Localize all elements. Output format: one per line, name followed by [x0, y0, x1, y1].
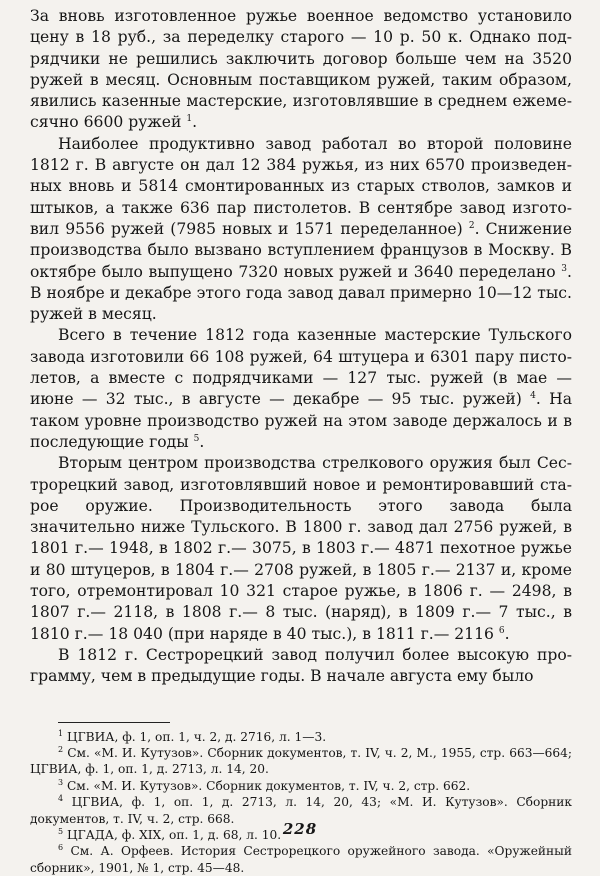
footnote: $^1$ ЦГВИА, ф. 1, оп. 1, ч. 2, д. 2716, л. 1—3. [30, 729, 572, 745]
footnotes [30, 729, 572, 876]
footnote-ref[interactable]: 4 [530, 391, 536, 401]
footnote-ref[interactable]: 2 [469, 221, 475, 231]
footnote: $^4$ ЦГВИА, ф. 1, оп. 1, д. 2713, л. 14, 20, 43; «М. И. Кутузов». Сборник документов, т. IV, ч. 2, стр. 668. [30, 794, 572, 827]
page-number: 228 [0, 820, 600, 838]
main-text [30, 6, 572, 688]
paragraph: Наиболее продуктивно завод работал во второй половине 1812 г. В августе он дал 12 384 ружья, из них 6570 произведенных вновь и 5814 смонтированных из старых стволов, замков и штыков, а также 636 пар пистолетов. В сентябре завод изготовил 9556 ружей (7985 новых и 1571 переделанное) $^2$. Снижение производства было вызвано вступлением французов в Москву. В октябре было выпущено 7320 новых ружей и 3640 переделано $^3$. В ноябре и декабре этого года завод давал примерно 10—12 тыс. ружей в месяц. [30, 134, 572, 326]
footnote-divider [58, 722, 170, 723]
footnote-ref[interactable]: 1 [186, 114, 192, 124]
paragraph: В 1812 г. Сестрорецкий завод получил более высокую программу, чем в предыдущие годы. В начале августа ему было [30, 645, 572, 688]
paragraph: Вторым центром производства стрелкового оружия был Сестрорецкий завод, изготовлявший новое и ремонтировавший старое оружие. Производительность этого завода была значительно ниже Тульского. В 1800 г. завод дал 2756 ружей, в 1801 г.— 1948, в 1802 г.— 3075, в 1803 г.— 4871 пехотное ружье и 80 штуцеров, в 1804 г.— 2708 ружей, в 1805 г.— 2137 и, кроме того, отремонтировал 10 321 старое ружье, в 1806 г. — 2498, в 1807 г.— 2118, в 1808 г.— 8 тыс. (наряд), в 1809 г.— 7 тыс., в 1810 г.— 18 040 (при наряде в 40 тыс.), в 1811 г.— 2116 $^6$. [30, 453, 572, 645]
paragraph: Всего в течение 1812 года казенные мастерские Тульского завода изготовили 66 108 ружей, 64 штуцера и 6301 пару пистолетов, а вместе с подрядчиками — 127 тыс. ружей (в мае — июне — 32 тыс., в августе — декабре — 95 тыс. ружей) $^4$. На таком уровне производство ружей на этом заводе держалось и в последующие годы $^5$. [30, 325, 572, 453]
footnote: $^2$ См. «М. И. Кутузов». Сборник документов, т. IV, ч. 2, М., 1955, стр. 663—664; ЦГВИА, ф. 1, оп. 1, д. 2713, л. 14, 20. [30, 745, 572, 778]
footnote-ref[interactable]: 5 [194, 434, 200, 444]
footnote-ref[interactable]: 3 [561, 264, 567, 274]
paragraph: За вновь изготовленное ружье военное ведомство установило цену в 18 руб., за переделку старого — 10 р. 50 к. Однако подрядчики не решились заключить договор больше чем на 3520 ружей в месяц. Основным поставщиком ружей, таким образом, явились казенные мастерские, изготовлявшие в среднем ежемесячно 6600 ружей $^1$. [30, 6, 572, 134]
footnote: $^6$ См. А. Орфеев. История Сестрорецкого оружейного завода. «Оружейный сборник», 1901, № 1, стр. 45—48. [30, 843, 572, 876]
footnote: $^3$ См. «М. И. Кутузов». Сборник документов, т. IV, ч. 2, стр. 662. [30, 778, 572, 794]
footnote-ref[interactable]: 6 [499, 626, 505, 636]
footnote: $^5$ ЦГАДА, ф. XIX, оп. 1, д. 68, л. 10. [30, 827, 572, 843]
